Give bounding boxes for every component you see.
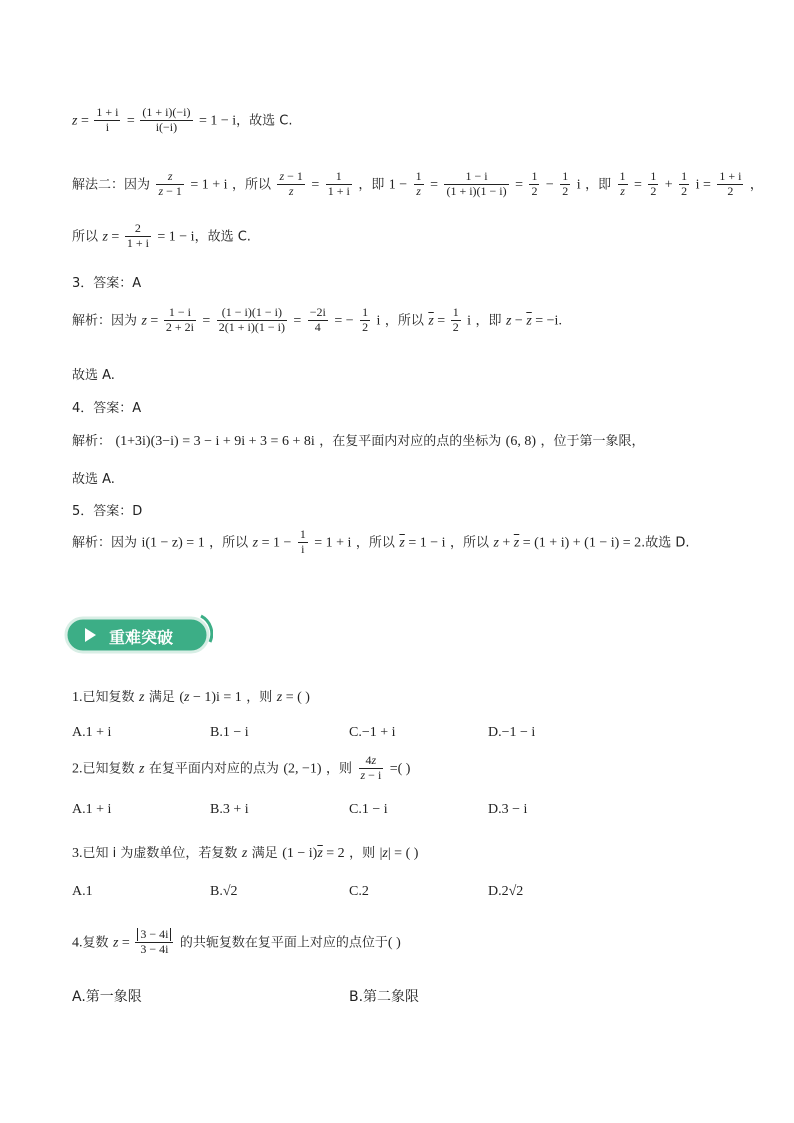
question-text: 满足 (251, 846, 278, 861)
minus-sign: − (545, 177, 554, 193)
question-number: 1. (72, 690, 83, 705)
so-text: ，所以 (232, 177, 272, 193)
prefix-text: 所以 (72, 229, 99, 245)
question-text: 已知复数 (82, 761, 135, 777)
q1-option-b[interactable]: B.1 − i (210, 725, 249, 740)
q3-option-a[interactable]: A.1 (72, 884, 93, 899)
solution-4-end: 故选 A. (72, 472, 115, 487)
method2-label: 解法二：因为 (72, 177, 151, 193)
answer-paren: ( ) (397, 761, 411, 777)
answer-paren: ( ) (405, 846, 419, 861)
answer-5: 5．答案：D (72, 504, 143, 519)
method2-line2: 所以 z = $\frac{2}{1 + i}$ = 1 − i，故选 C. (72, 221, 251, 250)
banner-title: 重难突破 (109, 628, 174, 647)
question-4: 4.复数 z = $\frac{3 - 4i}{3 - 4i}$ 的共轭复数在复平面上对应的点位于( ) (72, 927, 401, 956)
question-text: 复数 (82, 935, 109, 951)
q1-option-c[interactable]: C.−1 + i (349, 725, 396, 740)
question-text: 已知 i 为虚数单位，若复数 (82, 846, 238, 861)
question-text: 已知复数 (82, 690, 135, 705)
solution2-line: z = $\frac{1 + i}{i}$ = $\frac{(1 + i)(-i)}{i(-i)}$ = 1 − i，故选 C. (72, 105, 293, 134)
comma: ， (749, 177, 763, 193)
q2-option-a[interactable]: A.1 + i (72, 802, 112, 817)
point-coord: (6, 8) (505, 434, 536, 449)
ji-text: ，即 (358, 177, 385, 193)
answer-4: 4．答案：A (72, 401, 142, 416)
question-2: 2.已知复数 z 在复平面内对应的点为 (2, −1) ，则 $\frac{4z}{z - i}$ =( ) (72, 753, 411, 782)
question-text: 满足 (148, 690, 175, 705)
answer-3: 3．答案：A (72, 276, 142, 291)
question-text: ，则 (349, 846, 376, 861)
question-3: 3.已知 i 为虚数单位，若复数 z 满足 $(1 - i)\overline{z} = 2$ ，则 |z| = ( ) (72, 846, 419, 861)
point-coord: (2, −1) (283, 761, 322, 777)
q1-option-a[interactable]: A.1 + i (72, 725, 112, 740)
so-text: ，所以 (449, 535, 489, 551)
solution-5: 解析：因为 i(1 − z) = 1 ，所以 z = 1 − $\frac{1}{i}$ = 1 + i ，所以 $\overline{z} = 1 - i$ ，所以 $z + \overline{z} = (1 + i) + (1 - i) = 2$.故选 D. (72, 527, 690, 556)
q3-option-b[interactable]: B.√2 (210, 884, 238, 899)
question-number: 2. (72, 761, 83, 777)
conclusion-text: ，故选 C. (194, 229, 251, 245)
section-banner (63, 612, 213, 658)
body-text: ，在复平面内对应的点的坐标为 (319, 434, 502, 449)
conclusion-text: ，故选 C. (236, 113, 293, 129)
question-1: 1.已知复数 z 满足 (z − 1)i = 1 ，则 z = ( ) (72, 690, 310, 705)
prefix-text: 解析：因为 (72, 535, 138, 551)
ji-text: ，即 (585, 177, 612, 193)
q2-option-b[interactable]: B.3 + i (210, 802, 249, 817)
so-text: ，所以 (355, 535, 395, 551)
eq-rhs: = 1 + i (190, 177, 228, 193)
conclusion-text: .故选 D. (641, 535, 690, 551)
period: . (558, 313, 562, 329)
eq-sign: = (430, 177, 438, 193)
answer-paren: ( ) (297, 690, 310, 705)
method2-line: 解法二：因为 $\frac{z}{z - 1}$ = 1 + i ，所以 $\frac{z - 1}{z}$ = $\frac{1}{1 + i}$ ，即 1 − $\frac{1}{z}$ = $\frac{1 - i}{(1 + i)(1 - i)}$ = $\frac{1}{2}$ − $\frac{1}{2}$ i ，即 $\frac{1}{z}$ = $\frac{1}{2}$ + $\frac{1}{2}$ i = $\frac{1 + i}{2}$ ， (72, 169, 763, 198)
question-text: ，则 (326, 761, 353, 777)
q4-option-b[interactable]: B.第二象限 (349, 989, 420, 1005)
imag-unit: i (576, 177, 581, 193)
q1-option-d[interactable]: D.−1 − i (488, 725, 536, 740)
question-number: 3. (72, 846, 83, 861)
question-text: 的共轭复数在复平面上对应的点位于 (179, 935, 388, 951)
body-text: ，位于第一象限， (540, 434, 645, 449)
question-number: 4. (72, 935, 83, 951)
one-minus: 1 − (388, 177, 408, 193)
solution-3-end: 故选 A. (72, 368, 115, 383)
q2-option-d[interactable]: D.3 − i (488, 802, 528, 817)
eq-sign: = (311, 177, 320, 193)
prefix-text: 解析： (72, 434, 112, 449)
expression: (1+3i)(3−i) = 3 − i + 9i + 3 = 6 + 8i (115, 434, 315, 449)
solution-4 (72, 430, 644, 450)
solution-3: 解析：因为 z = $\frac{1 - i}{2 + 2i}$ = $\frac{(1 - i)(1 - i)}{2(1 + i)(1 - i)}$ = $\frac{-2i}{4}$ = − $\frac{1}{2}$ i ，所以 $\overline{z}$ = $\frac{1}{2}$ i ，即 $z - \overline{z} = -i$. (72, 305, 562, 334)
so-text: ，所以 (384, 313, 424, 329)
so-text: ，所以 (209, 535, 249, 551)
expression: i(1 − z) = 1 (141, 535, 205, 551)
ji-text: ，即 (475, 313, 502, 329)
answer-paren: ( ) (387, 935, 401, 951)
q4-option-a[interactable]: A.第一象限 (72, 989, 142, 1005)
q2-option-c[interactable]: C.1 − i (349, 802, 388, 817)
q3-option-d[interactable]: D.2√2 (488, 884, 524, 899)
question-text: 在复平面内对应的点为 (148, 761, 279, 777)
q3-option-c[interactable]: C.2 (349, 884, 369, 899)
prefix-text: 解析：因为 (72, 313, 138, 329)
question-text: ，则 (246, 690, 273, 705)
